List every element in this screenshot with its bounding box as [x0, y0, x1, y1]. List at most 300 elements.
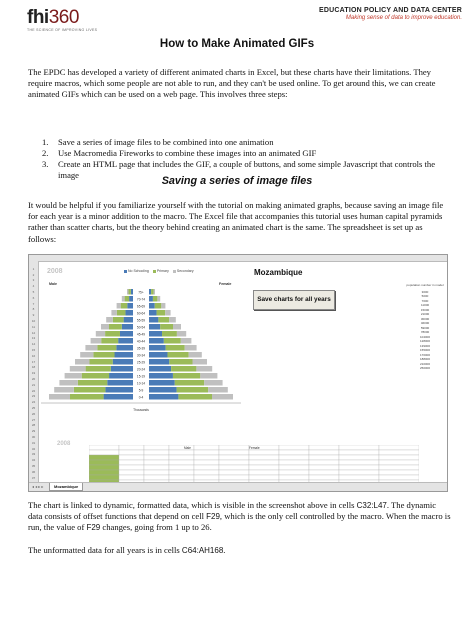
female-bar [151, 289, 153, 295]
female-bar [149, 352, 167, 358]
row-number: 26 [31, 411, 36, 416]
table-cell [279, 445, 309, 450]
country-title: Mozambique [254, 268, 303, 277]
logo-number: 360 [48, 7, 79, 28]
table-cell [144, 450, 169, 455]
para-text: . The dynamic data consists of offset functions that depend on cell [28, 500, 437, 522]
row-number: 29 [31, 429, 36, 434]
table-cell [89, 450, 119, 455]
age-group-label: 30-34 [136, 353, 146, 358]
unformatted-data-paragraph [28, 545, 452, 556]
legend-entry: Primary [156, 269, 169, 273]
row-number: 16 [31, 353, 36, 358]
male-bar [127, 289, 129, 295]
female-bar [177, 387, 209, 393]
male-bar [109, 324, 122, 330]
row-number: 15 [31, 348, 36, 352]
row-number: 9 [32, 313, 35, 318]
male-bar [80, 352, 93, 358]
male-bar [122, 296, 125, 302]
female-bar [149, 310, 157, 316]
table-cell [219, 465, 249, 470]
age-group-label: 60-64 [136, 311, 146, 316]
legend-entry: Secondary [176, 269, 194, 273]
female-bar [149, 366, 171, 372]
row-number: 1 [32, 266, 35, 271]
female-bar [200, 373, 217, 379]
step-text: Create an HTML page that includes the GIF, a couple of buttons, and some simple Javascript that controls the image [58, 159, 436, 180]
female-bar [149, 345, 166, 351]
page-title: How to Make Animated GIFs [159, 38, 315, 50]
row-number: 17 [31, 359, 36, 364]
row-number: 25 [31, 406, 36, 410]
female-bar [149, 359, 169, 365]
male-bar [54, 387, 74, 393]
table-cell [119, 475, 144, 480]
female-bar [173, 373, 200, 379]
row-number: 11 [31, 324, 36, 329]
table-cell [194, 475, 219, 480]
table-caption-female: Female [249, 446, 260, 450]
male-bar [125, 296, 129, 302]
para-text: The unformatted data for all years is in cells [28, 545, 182, 555]
table-cell [309, 445, 339, 450]
male-bar [106, 317, 113, 323]
row-number: 18 [31, 365, 36, 370]
table-cell [249, 450, 279, 455]
male-bar [78, 380, 107, 386]
male-bar [93, 352, 114, 358]
column-header-bar [29, 255, 447, 262]
female-bar [189, 352, 202, 358]
row-number: 22 [31, 388, 36, 393]
row-number: 33 [31, 452, 36, 457]
table-cell [219, 445, 249, 450]
row-number: 20 [31, 377, 36, 381]
female-bar [169, 317, 176, 323]
male-bar [90, 359, 113, 365]
table-cell [309, 455, 339, 460]
female-bar [149, 331, 162, 337]
table-cell [119, 455, 144, 460]
step-text: Save a series of image files to be combined into one animation [58, 137, 274, 147]
female-bar [167, 352, 188, 358]
legend-swatch [173, 270, 176, 273]
male-bar [127, 303, 133, 309]
table-cell [379, 465, 419, 470]
row-number: 37 [31, 475, 36, 480]
table-cell [194, 460, 219, 465]
male-bar [105, 387, 133, 393]
side-value: 128000 [419, 339, 430, 343]
table-cell [339, 450, 379, 455]
side-value: 46000 [420, 321, 430, 325]
male-bar [107, 380, 133, 386]
row-number: 12 [31, 330, 36, 335]
cell-range: C32:L47 [356, 501, 387, 510]
female-bar [149, 373, 173, 379]
male-bar [118, 338, 133, 344]
row-number: 32 [31, 446, 36, 451]
male-bar [109, 373, 133, 379]
male-bar [49, 394, 70, 400]
side-value: 30000 [420, 316, 430, 321]
section-paragraph: It would be helpful if you familiarize yourself with the tutorial on making animated graphs, because saving an image file for each year is a minor addition to the macro. The Excel file that accompanies this tutorial uses human capital pyramids rather than scatter charts, but the theory behind creating an animated chart is the same. The spreadsheet is set up as follows: [28, 200, 444, 244]
table-cell [89, 465, 119, 470]
data-table [89, 445, 419, 485]
table-cell [249, 470, 279, 475]
male-bar [101, 338, 118, 344]
row-number: 27 [31, 417, 36, 422]
chart-legend [121, 269, 194, 273]
table-cell [309, 475, 339, 480]
side-value: 188000 [419, 357, 430, 361]
spreadsheet-screenshot [28, 254, 448, 492]
table-cell [379, 445, 419, 450]
table-cell [89, 475, 119, 480]
row-number: 14 [31, 342, 36, 347]
male-bar [121, 303, 128, 309]
side-values-column [405, 283, 445, 371]
side-value: 11000 [420, 303, 430, 307]
fhi360-logo [27, 8, 97, 32]
male-bar [111, 366, 133, 372]
table-cell [339, 445, 379, 450]
side-value: 5000 [421, 294, 429, 298]
female-bar [157, 296, 160, 302]
side-value: 170000 [419, 352, 430, 357]
table-cell [339, 455, 379, 460]
table-cell [144, 465, 169, 470]
table-cell [279, 450, 309, 455]
male-bar [101, 324, 109, 330]
female-bar [173, 324, 181, 330]
table-cell [219, 455, 249, 460]
male-bar [125, 310, 133, 316]
row-number: 35 [31, 464, 36, 468]
male-bar [97, 345, 116, 351]
side-value: 3000 [421, 289, 429, 294]
sheet-tab-mozambique[interactable]: Mozambique [49, 483, 83, 491]
table-cell [144, 475, 169, 480]
female-bar [166, 345, 185, 351]
male-bar [59, 380, 77, 386]
step-number: 3. [42, 159, 49, 169]
age-group-label: 25-29 [136, 360, 146, 365]
female-bar [196, 366, 212, 372]
male-bar [70, 366, 86, 372]
table-cell [169, 465, 194, 470]
row-number: 34 [31, 458, 36, 463]
table-cell [309, 450, 339, 455]
female-bar [149, 387, 177, 393]
table-cell [249, 460, 279, 465]
male-bar [82, 373, 109, 379]
page-header [0, 0, 474, 42]
row-number: 19 [31, 371, 36, 376]
side-values [405, 290, 445, 371]
female-bar [154, 289, 156, 295]
side-value: 78000 [420, 330, 430, 334]
table-cell [169, 450, 194, 455]
age-group-label: 10-14 [136, 381, 146, 386]
female-bar [157, 310, 166, 316]
male-bar [113, 359, 133, 365]
age-group-label: 20-24 [136, 367, 146, 372]
female-bar [204, 380, 222, 386]
row-number: 10 [31, 319, 36, 323]
male-bar [91, 338, 102, 344]
female-bar [155, 303, 162, 309]
male-bar [111, 310, 116, 316]
female-bar [158, 317, 169, 323]
legend-swatch [153, 270, 156, 273]
male-bar [85, 345, 97, 351]
dynamic-data-paragraph [28, 500, 452, 534]
male-bar [104, 394, 133, 400]
table-cell [279, 460, 309, 465]
age-group-label: 75+ [138, 290, 144, 295]
male-bar [120, 331, 133, 337]
table-cell [119, 450, 144, 455]
male-bar [65, 373, 82, 379]
table-cell [249, 475, 279, 480]
table-cell [194, 450, 219, 455]
female-bar [149, 317, 158, 323]
intro-paragraph: The EPDC has developed a variety of different animated charts in Excel, but these charts have their limitations. They require macros, which some people are not able to run, and they can't be used online. To get around this, we can create animated GIFs which can be used on a web page. This involves three steps: [28, 67, 436, 100]
side-value: 21000 [420, 312, 430, 316]
table-caption: Male [184, 446, 191, 450]
legend-swatch [124, 270, 127, 273]
step-item [42, 148, 452, 159]
table-cell [339, 460, 379, 465]
side-value: 7000 [421, 298, 429, 303]
age-group-label: 5-9 [138, 388, 144, 393]
row-number: 31 [31, 440, 36, 445]
table-cell [144, 445, 169, 450]
logo-text: fhi [27, 7, 49, 28]
side-value: 139000 [419, 343, 430, 348]
table-cell [219, 475, 249, 480]
para-text: The chart is linked to dynamic, formatted data, which is visible in the screenshot above in cells [28, 500, 357, 510]
table-cell [339, 470, 379, 475]
table-cell [339, 465, 379, 470]
female-bar [149, 324, 160, 330]
female-bar [178, 394, 212, 400]
female-bar [161, 303, 165, 309]
table-cell [89, 470, 119, 475]
male-bar [86, 366, 111, 372]
male-bar [117, 303, 121, 309]
row-number: 13 [31, 336, 36, 341]
male-bar [129, 296, 133, 302]
row-number: 5 [32, 290, 35, 294]
male-bar [116, 345, 133, 351]
cell-ref: F29 [86, 523, 101, 533]
table-cell [279, 475, 309, 480]
row-number: 30 [31, 435, 36, 439]
table-cell [119, 470, 144, 475]
table-cell [194, 455, 219, 460]
side-value: 59000 [420, 325, 430, 330]
age-group-label: 45-49 [136, 332, 146, 337]
table-cell [379, 455, 419, 460]
row-number: 28 [31, 423, 36, 428]
step-number: 1. [42, 137, 49, 147]
table-cell [279, 470, 309, 475]
male-bar [105, 331, 120, 337]
table-cell [219, 460, 249, 465]
female-bar [175, 380, 204, 386]
female-bar [160, 324, 173, 330]
age-group-label: 50-54 [136, 325, 146, 330]
male-bar [122, 324, 133, 330]
row-number: 7 [32, 301, 35, 306]
female-bar [169, 359, 192, 365]
center-name: EDUCATION POLICY AND DATA CENTER [318, 7, 462, 14]
table-cell [279, 455, 309, 460]
side-value: 210000 [419, 361, 430, 366]
male-bar [129, 289, 131, 295]
table-cell [249, 465, 279, 470]
male-label: Male [49, 282, 57, 286]
table-cell [89, 460, 119, 465]
table-cell [89, 445, 119, 450]
female-bar [177, 331, 186, 337]
row-number: 3 [32, 278, 35, 283]
table-cell [309, 460, 339, 465]
center-branding [319, 7, 462, 21]
age-group-label: 0-4 [138, 395, 144, 400]
cell-ref: F29 [206, 512, 220, 522]
table-cell [144, 455, 169, 460]
table-cell [89, 455, 119, 460]
table-cell [379, 460, 419, 465]
table-cell [339, 475, 379, 480]
table-cell [169, 470, 194, 475]
male-bar [131, 289, 133, 295]
female-bar [165, 310, 170, 316]
row-number: 6 [32, 295, 35, 300]
table-cell [169, 455, 194, 460]
table-cell [194, 465, 219, 470]
side-value: 155000 [419, 348, 430, 352]
female-bar [193, 359, 208, 365]
table-cell [144, 470, 169, 475]
row-number: 2 [32, 272, 35, 277]
table-cell [169, 475, 194, 480]
para-text: , which is the only cell controlled by the macro. When the macro is run, the value of [28, 511, 451, 533]
female-bar [162, 331, 177, 337]
table-cell [219, 450, 249, 455]
male-bar [74, 387, 106, 393]
male-bar [124, 317, 133, 323]
female-bar [149, 380, 175, 386]
male-bar [70, 394, 104, 400]
year-label: 2008 [47, 268, 63, 275]
cell-range: C64:AH168 [181, 546, 224, 555]
table-cell [219, 470, 249, 475]
table-cell [194, 445, 219, 450]
table-cell [379, 470, 419, 475]
step-text: Use Macromedia Fireworks to combine these images into an animated GIF [58, 148, 317, 158]
table-cell [279, 465, 309, 470]
table-cell [309, 465, 339, 470]
row-number: 21 [31, 382, 36, 387]
female-bar [153, 296, 157, 302]
age-group-label: 55-59 [136, 318, 146, 323]
age-group-label: 70-74 [136, 297, 146, 302]
male-bar [117, 310, 126, 316]
section-title: Saving a series of image files [161, 175, 313, 187]
row-number: 23 [31, 394, 36, 399]
row-number: 24 [31, 400, 36, 405]
row-number: 36 [31, 469, 36, 474]
female-bar [181, 338, 192, 344]
table-cell [249, 455, 279, 460]
age-group-label: 35-39 [136, 346, 146, 351]
age-group-label: 40-44 [136, 339, 146, 344]
year-label-lower: 2008 [57, 441, 71, 447]
table-cell [119, 465, 144, 470]
female-bar [208, 387, 228, 393]
table-cell [309, 470, 339, 475]
table-cell [144, 460, 169, 465]
side-value: 15000 [420, 307, 430, 312]
table-cell [119, 460, 144, 465]
table-cell [194, 470, 219, 475]
female-bar [149, 296, 153, 302]
step-item [42, 137, 452, 148]
age-group-label: 65-69 [136, 304, 146, 309]
row-number: 4 [32, 284, 35, 289]
female-label: Female [219, 282, 232, 286]
population-pyramid-chart [41, 287, 241, 422]
step-number: 2. [42, 148, 49, 158]
legend-entry: No Schooling [128, 269, 149, 273]
table-cell [379, 450, 419, 455]
male-bar [75, 359, 90, 365]
row-header-bar [29, 261, 39, 483]
female-bar [212, 394, 233, 400]
table-cell [379, 475, 419, 480]
center-tagline: Making sense of data to improve education. [345, 15, 462, 21]
female-bar [171, 366, 196, 372]
para-text: . [223, 545, 226, 555]
para-text: changes, going from 1 up to 26. [100, 522, 212, 533]
female-bar [149, 394, 178, 400]
axis-unit-label: Thousands [133, 408, 149, 412]
logo-tagline: THE SCIENCE OF IMPROVING LIVES [27, 28, 98, 32]
sheet-nav-arrows[interactable]: ◂ ◂ ▸ ▸ [32, 484, 44, 489]
row-number: 8 [32, 307, 35, 312]
female-bar [185, 345, 197, 351]
sheet-tab-bar [29, 482, 447, 491]
save-charts-button[interactable]: Save charts for all years [253, 290, 335, 310]
side-header: population number in model [406, 283, 444, 287]
female-bar [149, 338, 164, 344]
male-bar [115, 352, 133, 358]
male-bar [113, 317, 124, 323]
table-cell [119, 445, 144, 450]
table-cell [169, 460, 194, 465]
female-bar [164, 338, 181, 344]
age-group-label: 15-19 [136, 374, 146, 379]
side-value: 250000 [419, 366, 430, 370]
side-value: 104000 [419, 334, 430, 339]
male-bar [96, 331, 105, 337]
female-bar [149, 289, 151, 295]
